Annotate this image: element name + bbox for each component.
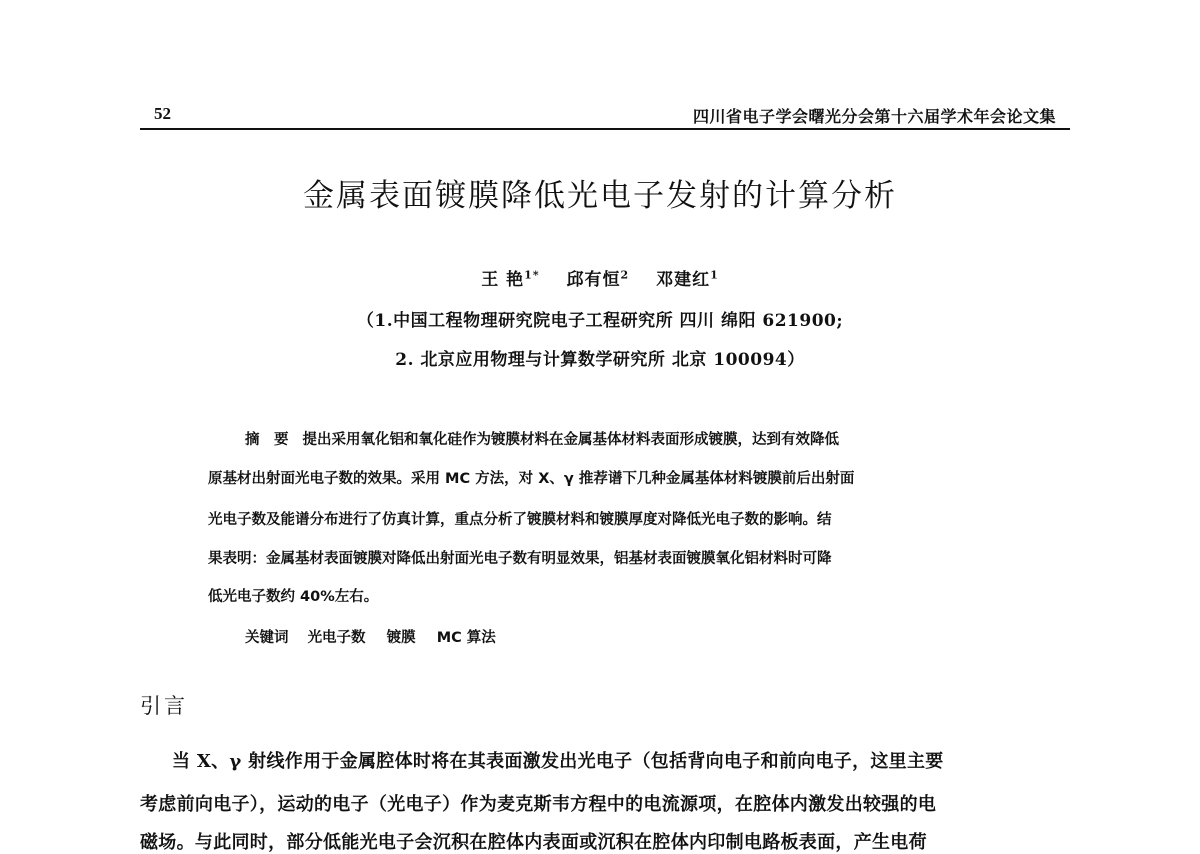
abstract-line: 光电子数及能谱分布进行了仿真计算，重点分析了镀膜材料和镀膜厚度对降低光电子数的影响。结 — [208, 512, 832, 528]
body-paragraph-line: 考虑前向电子），运动的电子（光电子）作为麦克斯韦方程中的电流源项，在腔体内激发出较强的电 — [140, 794, 937, 815]
running-header — [140, 102, 1070, 130]
author-list — [0, 265, 1200, 290]
keywords-label: 关键词 — [245, 630, 289, 646]
page-number: 52 — [154, 104, 171, 123]
abstract-line: 摘 要 提出采用氧化铝和氧化硅作为镀膜材料在金属基体材料表面形成镀膜，达到有效降低 — [245, 432, 839, 448]
section-heading: 引言 — [140, 694, 188, 718]
author-2: 邱有恒$^2$ — [566, 268, 630, 290]
keyword-item: 光电子数 — [307, 630, 366, 646]
affiliation-2: 2. 北京应用物理与计算数学研究所 北京 100094） — [395, 350, 805, 370]
abstract-line: 低光电子数约 40%左右。 — [208, 589, 379, 605]
abstract-line: 原基材出射面光电子数的效果。采用 MC 方法，对 X、γ 推荐谱下几种金属基体材料镀膜前后出射面 — [208, 471, 855, 487]
paper-title: 金属表面镀膜降低光电子发射的计算分析 — [303, 178, 897, 214]
affiliation-1: （1.中国工程物理研究院电子工程研究所 四川 绵阳 621900; — [356, 311, 844, 331]
author-3: 邓建红$^1$ — [656, 268, 719, 290]
running-title: 四川省电子学会曙光分会第十六届学术年会论文集 — [692, 107, 1056, 126]
abstract-label: 摘 要 — [245, 432, 289, 448]
body-paragraph-line: 当 X、γ 射线作用于金属腔体时将在其表面激发出光电子（包括背向电子和前向电子，这里主要 — [172, 751, 944, 772]
keyword-item: MC 算法 — [436, 630, 496, 646]
body-paragraph-line: 磁场。与此同时，部分低能光电子会沉积在腔体内表面或沉积在腔体内印制电路板表面，产生电荷 — [140, 832, 927, 853]
abstract-line: 果表明：金属基材表面镀膜对降低出射面光电子数有明显效果，铝基材表面镀膜氧化铝材料时可降 — [208, 551, 832, 567]
keyword-item: 镀膜 — [386, 630, 416, 646]
keywords — [245, 626, 512, 647]
author-1: 王 艳$^{1*}$ — [481, 268, 540, 290]
